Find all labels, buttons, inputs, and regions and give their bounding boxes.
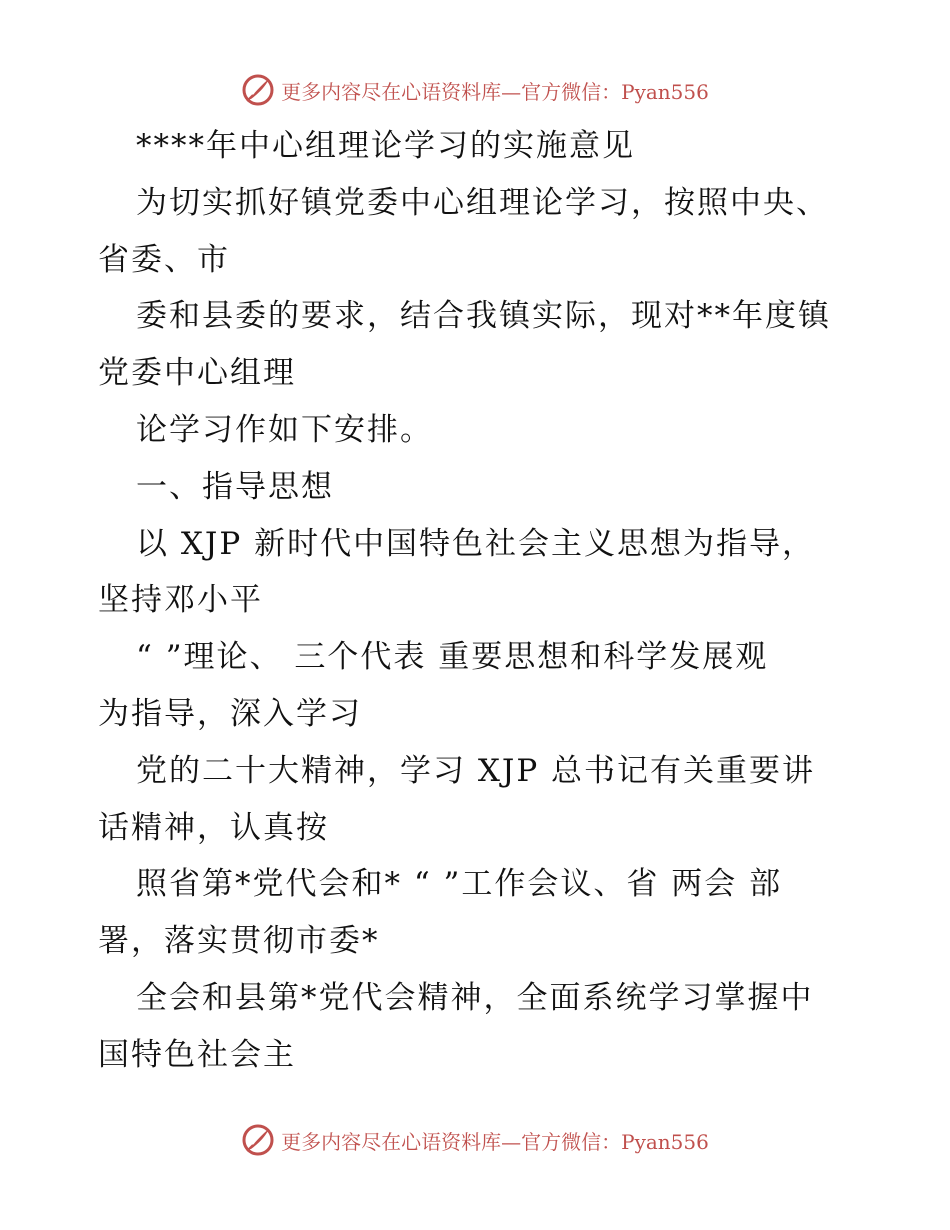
paragraph-line: 署，落实贯彻市委* bbox=[98, 923, 380, 960]
paragraph-line: 话精神，认真按 bbox=[98, 809, 329, 846]
paragraph-line: “ ”理论、 三个代表 重要思想和科学发展观 bbox=[136, 639, 769, 676]
paragraph-line: 坚持邓小平 bbox=[98, 582, 263, 619]
footer-banner-label: 更多内容尽在心语资料库—官方微信： bbox=[281, 1129, 622, 1154]
feather-quill-logo-icon bbox=[241, 73, 275, 107]
document-title: ****年中心组理论学习的实施意见 bbox=[136, 128, 635, 164]
footer-banner bbox=[0, 1120, 950, 1160]
section-heading: 一、指导思想 bbox=[136, 468, 334, 505]
header-banner-inner bbox=[241, 73, 709, 107]
paragraph-line: 全会和县第*党代会精神，全面系统学习掌握中 bbox=[136, 979, 814, 1016]
paragraph-line: 国特色社会主 bbox=[98, 1036, 296, 1073]
paragraph-line: 省委、市 bbox=[98, 241, 230, 278]
paragraph-line: 为指导，深入学习 bbox=[98, 695, 362, 732]
document-body bbox=[98, 118, 858, 1084]
paragraph-line: 论学习作如下安排。 bbox=[136, 411, 433, 448]
paragraph-line: 以 XJP 新时代中国特色社会主义思想为指导， bbox=[136, 525, 816, 562]
paragraph-line: 党的二十大精神，学习 XJP 总书记有关重要讲 bbox=[136, 752, 816, 789]
footer-banner-text bbox=[281, 1126, 709, 1155]
paragraph-line: 党委中心组理 bbox=[98, 355, 296, 392]
footer-banner-inner bbox=[241, 1123, 709, 1157]
paragraph-line: 为切实抓好镇党委中心组理论学习，按照中央、 bbox=[136, 184, 829, 221]
header-wechat-id: Pyan556 bbox=[621, 79, 709, 104]
footer-wechat-id: Pyan556 bbox=[621, 1129, 709, 1154]
header-banner-label: 更多内容尽在心语资料库—官方微信： bbox=[281, 79, 622, 104]
paragraph-line: 照省第*党代会和* “ ”工作会议、省 两会 部 bbox=[136, 866, 783, 903]
header-banner bbox=[0, 70, 950, 110]
header-banner-text bbox=[281, 76, 709, 105]
paragraph-line: 委和县委的要求，结合我镇实际，现对**年度镇 bbox=[136, 298, 831, 335]
feather-quill-logo-icon bbox=[241, 1123, 275, 1157]
